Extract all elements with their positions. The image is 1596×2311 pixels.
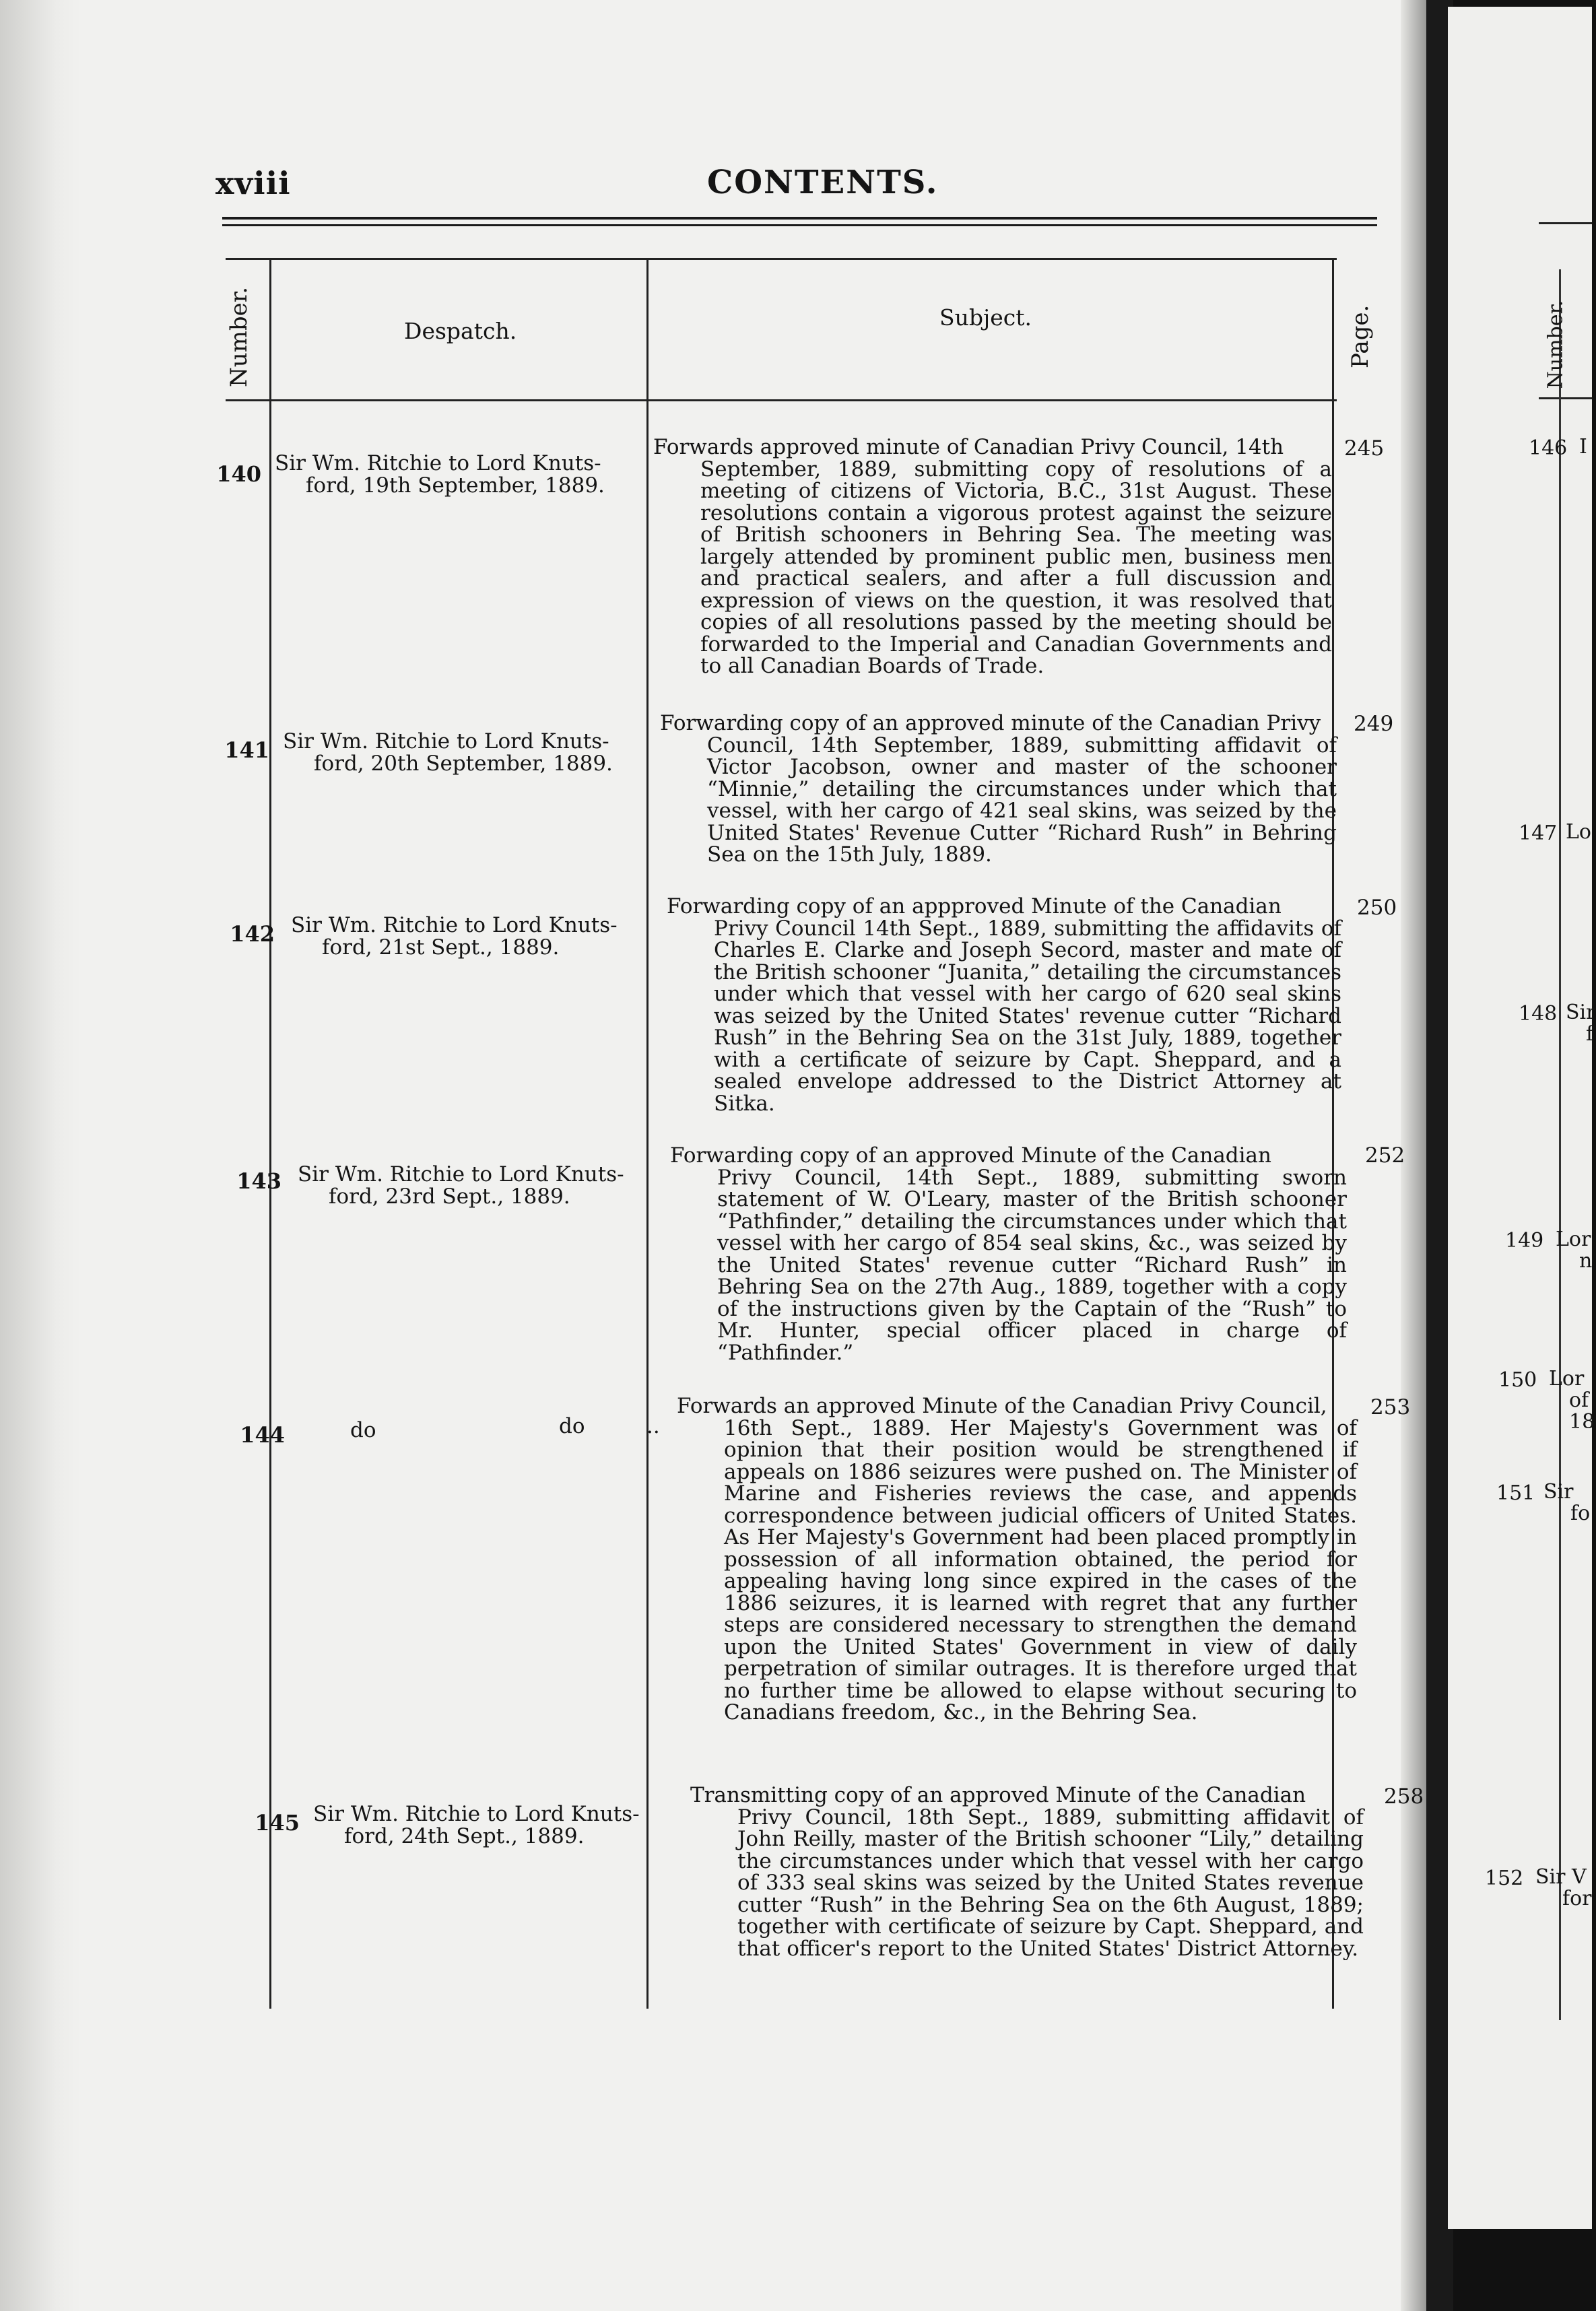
next-page-line: n	[1579, 1249, 1593, 1273]
entry-page: 249	[1354, 712, 1394, 736]
subject-first-line: Forwarding copy of an appproved Minute of the Canadian	[667, 894, 1282, 918]
header-number: Number.	[226, 286, 253, 387]
page-title: CONTENTS.	[707, 164, 939, 201]
next-page-column-rule	[1559, 269, 1561, 2020]
next-page-entry-number: 149	[1505, 1229, 1544, 1252]
entry-page: 245	[1344, 436, 1385, 461]
header-page: Page.	[1347, 304, 1374, 368]
subject-text: 16th Sept., 1889. Her Majesty's Government was of opinion that their position would be strengthened if appeals on 1886 seizures were pushed on. The Minister of Marine and Fisheries reviews the case, and appends correspondence between judicial officers of United States. As Her Majesty's Government had been placed promptly in possession of all information obtained, the period for appealing having long since expired in the cases of the 1886 seizures, it is learned with regret that any further steps are considered necessary to strengthen the demand upon the United States' Government in view of daily perpetration of similar outrages. It is therefore urged that no further time be allowed to elapse without securing to Canadians freedom, &c., in the Behring Sea.	[724, 1415, 1357, 1724]
despatch-line: Sir Wm. Ritchie to Lord Knuts-	[283, 729, 609, 753]
next-page-line: for	[1562, 1887, 1592, 1910]
next-page-entry-number: 152	[1485, 1867, 1524, 1890]
entry-page: 252	[1365, 1143, 1405, 1168]
next-page-entry-text	[1543, 1481, 1590, 1525]
next-page-header-rule	[1539, 397, 1592, 399]
next-page-line: Sir	[1543, 1480, 1574, 1504]
page-number: xviii	[215, 165, 291, 201]
subject-first-line: Forwards an approved Minute of the Canadian Privy Council,	[677, 1394, 1327, 1418]
next-page-entry-number: 148	[1519, 1002, 1558, 1026]
entry-despatch	[291, 914, 661, 959]
subject-first-line: Transmitting copy of an approved Minute of the Canadian	[690, 1783, 1306, 1807]
entry-number: 144	[240, 1422, 285, 1448]
column-rule-despatch	[646, 258, 649, 2009]
despatch-line: ford, 23rd Sept., 1889.	[329, 1184, 570, 1209]
subject-first-line: Forwards approved minute of Canadian Privy Council, 14th	[653, 435, 1284, 459]
next-page-entry-text	[1535, 1867, 1592, 1910]
next-page-entry-text	[1549, 1368, 1595, 1433]
entry-subject	[670, 1145, 1347, 1364]
subject-text: Privy Council, 18th Sept., 1889, submitting affidavit of John Reilly, master of the British schooner “Lily,” detailing the circumstances under which that vessel with her cargo of 333 seal skins was seized by the United States revenue cutter “Rush” in the Behring Sea on the 6th August, 1889; together with certificate of seizure by Capt. Sheppard, and that officer's report to the United States' District Attorney.	[737, 1805, 1364, 1961]
next-page-header-number: Number.	[1543, 300, 1568, 389]
despatch-line: ford, 20th September, 1889.	[314, 751, 613, 776]
next-page-line: Lor	[1549, 1367, 1585, 1391]
subject-text: Council, 14th September, 1889, submitting affidavit of Victor Jacobson, owner and master of the schooner “Minnie,” detailing the circumstances under which that vessel, with her cargo of 421 seal skins, was seized by the United States' Revenue Cutter “Richard Rush” in Behring Sea on the 15th July, 1889.	[707, 733, 1337, 867]
next-page-top-rule	[1539, 222, 1592, 224]
entry-number: 141	[224, 737, 269, 763]
next-page-line: Sir V	[1535, 1865, 1587, 1889]
subject-first-line: Forwarding copy of an approved minute of the Canadian Privy	[660, 711, 1321, 735]
despatch-line: Sir Wm. Ritchie to Lord Knuts-	[291, 913, 618, 937]
next-page-line: Lor	[1556, 1228, 1591, 1251]
despatch-line: Sir Wm. Ritchie to Lord Knuts-	[313, 1802, 640, 1826]
despatch-line: ford, 19th September, 1889.	[306, 473, 605, 498]
column-rule-number	[269, 258, 271, 2009]
table-header-rule	[226, 399, 1337, 401]
entry-number: 142	[230, 921, 275, 947]
entry-subject	[660, 712, 1337, 866]
next-page-entry-text: I	[1579, 435, 1587, 459]
next-page-entry-number: 150	[1498, 1368, 1537, 1392]
entry-subject	[677, 1395, 1357, 1724]
header-despatch: Despatch.	[404, 318, 517, 344]
entry-number: 145	[255, 1810, 300, 1836]
subject-text: September, 1889, submitting copy of resolutions of a meeting of citizens of Victoria, B.C., 31st August. These resolutions contain a vigorous protest against the seizure of British schooners in Behring Sea. The meeting was largely attended by prominent public men, business men and practical sealers, and after a full discussion and expression of views on the question, it was resolved that copies of all resolutions passed by the meeting should be forwarded to the Imperial and Canadian Governments and to all Canadian Boards of Trade.	[700, 457, 1332, 678]
despatch-ditto: do	[559, 1414, 585, 1438]
header-rule-bottom	[222, 224, 1377, 226]
entry-despatch	[275, 453, 645, 497]
next-page-entry-number: 147	[1519, 822, 1558, 845]
entry-page: 253	[1370, 1395, 1411, 1419]
despatch-line: ford, 21st Sept., 1889.	[322, 935, 560, 960]
entry-despatch	[298, 1164, 668, 1208]
entry-despatch	[313, 1803, 690, 1848]
entry-subject	[653, 436, 1332, 677]
column-rule-subject	[1332, 258, 1334, 2009]
entry-subject	[690, 1784, 1364, 1960]
next-page-line: f	[1586, 1022, 1594, 1046]
next-page-entry-number: 146	[1529, 436, 1568, 460]
next-page-entry-text	[1566, 1002, 1596, 1045]
next-page-entry-number: 151	[1496, 1481, 1535, 1505]
subject-text: Privy Council, 14th Sept., 1889, submitting sworn statement of W. O'Leary, master of the British schooner “Pathfinder,” detailing the circumstances under which that vessel with her cargo of 854 seal skins, &c., was seized by the United States' revenue cutter “Richard Rush” in Behring Sea on the 27th Aug., 1889, together with a copy of the instructions given by the Captain of the “Rush” to Mr. Hunter, special officer placed in charge of “Pathfinder.”	[717, 1165, 1347, 1365]
entry-page: 258	[1384, 1784, 1424, 1809]
next-page-line: of	[1569, 1388, 1589, 1412]
next-page-line: 18	[1569, 1410, 1595, 1434]
despatch-ditto: do	[350, 1418, 376, 1442]
despatch-leader-dots: ..	[646, 1414, 660, 1438]
table-top-rule	[226, 258, 1337, 260]
header-rule-top	[222, 217, 1377, 220]
subject-text: Privy Council 14th Sept., 1889, submitting the affidavits of Charles E. Clarke and Joseph Secord, master and mate of the British schooner “Juanita,” detailing the circumstances under which that vessel with her cargo of 620 seal skins was seized by the United States' revenue cutter “Richard Rush” in the Behring Sea on the 31st July, 1889, together with a certificate of seizure by Capt. Sheppard, and a sealed envelope addressed to the District Attorney at Sitka.	[714, 916, 1341, 1116]
next-page-entry-text	[1556, 1229, 1592, 1272]
next-page-line: Sir	[1566, 1001, 1596, 1024]
entry-subject	[667, 896, 1341, 1114]
despatch-line: Sir Wm. Ritchie to Lord Knuts-	[298, 1162, 624, 1186]
entry-despatch	[283, 731, 653, 775]
page-edge-shadow	[0, 0, 81, 2311]
entry-number: 140	[216, 461, 261, 487]
next-page-entry-text: Lo	[1566, 820, 1591, 844]
entry-number: 143	[236, 1168, 281, 1194]
subject-first-line: Forwarding copy of an approved Minute of the Canadian	[670, 1143, 1272, 1168]
entry-page: 250	[1357, 896, 1397, 920]
header-subject: Subject.	[939, 304, 1032, 331]
despatch-line: ford, 24th Sept., 1889.	[344, 1824, 585, 1848]
next-page-line: fo	[1570, 1502, 1591, 1525]
despatch-line: Sir Wm. Ritchie to Lord Knuts-	[275, 451, 601, 475]
